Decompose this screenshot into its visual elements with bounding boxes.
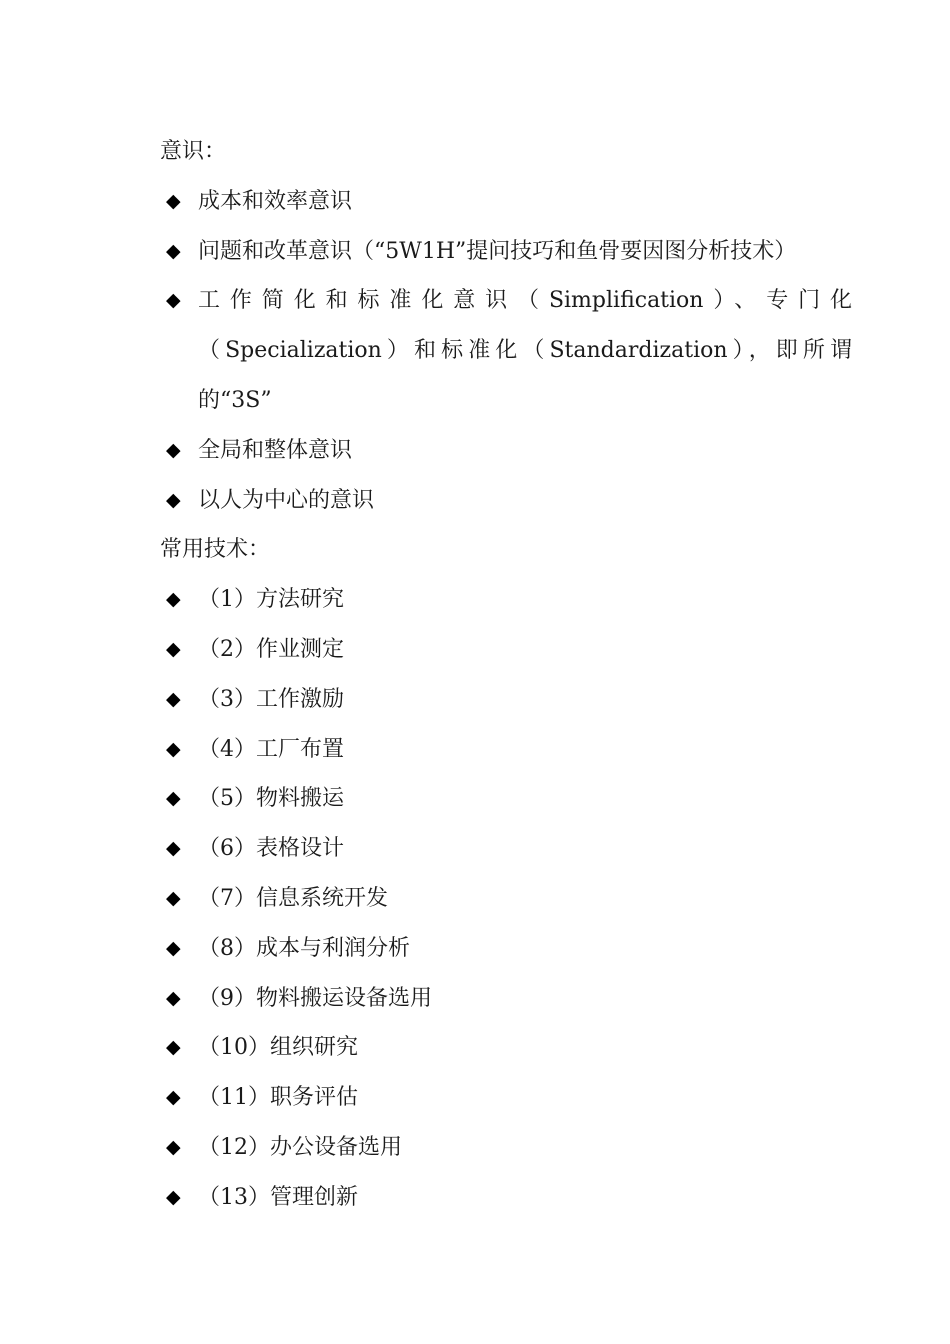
list-item	[160, 924, 852, 974]
list-item	[160, 874, 852, 924]
list-item	[160, 227, 852, 277]
diamond-bullet-icon: ◆	[166, 986, 181, 1009]
list-item-text: （11）职务评估	[198, 1085, 358, 1111]
diamond-bullet-icon: ◆	[166, 837, 181, 860]
list-item-text: 全局和整体意识	[198, 437, 353, 463]
list-item	[160, 725, 852, 775]
diamond-bullet-icon: ◆	[166, 936, 181, 959]
list-item	[160, 1073, 852, 1123]
list-item	[160, 476, 852, 526]
diamond-bullet-icon: ◆	[166, 1036, 181, 1059]
techniques-heading: 常用技术：	[160, 537, 271, 563]
list-item-text: （5）物料搬运	[198, 786, 344, 812]
list-item	[160, 974, 852, 1024]
list-item-text: （10）组织研究	[198, 1035, 358, 1061]
list-item	[160, 1123, 852, 1173]
list-item-text: 成本和效率意识	[198, 188, 353, 214]
list-item	[160, 1023, 852, 1073]
list-item-text: 问题和改革意识（“5W1H”提问技巧和鱼骨要因图分析技术）	[198, 238, 797, 264]
list-item	[160, 824, 852, 874]
diamond-bullet-icon: ◆	[166, 787, 181, 810]
diamond-bullet-icon: ◆	[166, 737, 181, 760]
list-item-text: （13）管理创新	[198, 1184, 358, 1210]
document-page	[160, 127, 852, 1223]
list-item-text: （6）表格设计	[198, 836, 344, 862]
list-item-text: （1）方法研究	[198, 587, 344, 613]
diamond-bullet-icon: ◆	[166, 1086, 181, 1109]
list-item	[160, 774, 852, 824]
diamond-bullet-icon: ◆	[166, 687, 181, 710]
list-item-text: 工作简化和标准化意识（Simplification）、专门化（Specialization）和标准化（Standardization），即所谓的“3S”	[198, 288, 852, 413]
diamond-bullet-icon: ◆	[166, 637, 181, 660]
list-item	[160, 675, 852, 725]
list-item-text: （7）信息系统开发	[198, 885, 388, 911]
list-item-text: （8）成本与利润分析	[198, 935, 410, 961]
awareness-heading: 意识：	[160, 139, 227, 164]
list-item-text: （3）工作激励	[198, 686, 344, 712]
list-item-text: （2）作业测定	[198, 636, 344, 662]
diamond-bullet-icon: ◆	[166, 1135, 181, 1158]
list-item	[160, 575, 852, 625]
diamond-bullet-icon: ◆	[166, 488, 181, 511]
diamond-bullet-icon: ◆	[166, 289, 181, 312]
list-item-text: （4）工厂布置	[198, 736, 344, 762]
list-item-text: 以人为中心的意识	[198, 487, 375, 513]
list-item	[160, 1173, 852, 1223]
diamond-bullet-icon: ◆	[166, 438, 181, 461]
list-item	[160, 177, 852, 227]
list-item-text: （9）物料搬运设备选用	[198, 985, 432, 1011]
diamond-bullet-icon: ◆	[166, 239, 181, 262]
list-item	[160, 625, 852, 675]
list-item	[160, 276, 852, 425]
diamond-bullet-icon: ◆	[166, 189, 181, 212]
diamond-bullet-icon: ◆	[166, 886, 181, 909]
list-item	[160, 426, 852, 476]
diamond-bullet-icon: ◆	[166, 588, 181, 611]
list-item-text: （12）办公设备选用	[198, 1134, 402, 1160]
diamond-bullet-icon: ◆	[166, 1185, 181, 1208]
